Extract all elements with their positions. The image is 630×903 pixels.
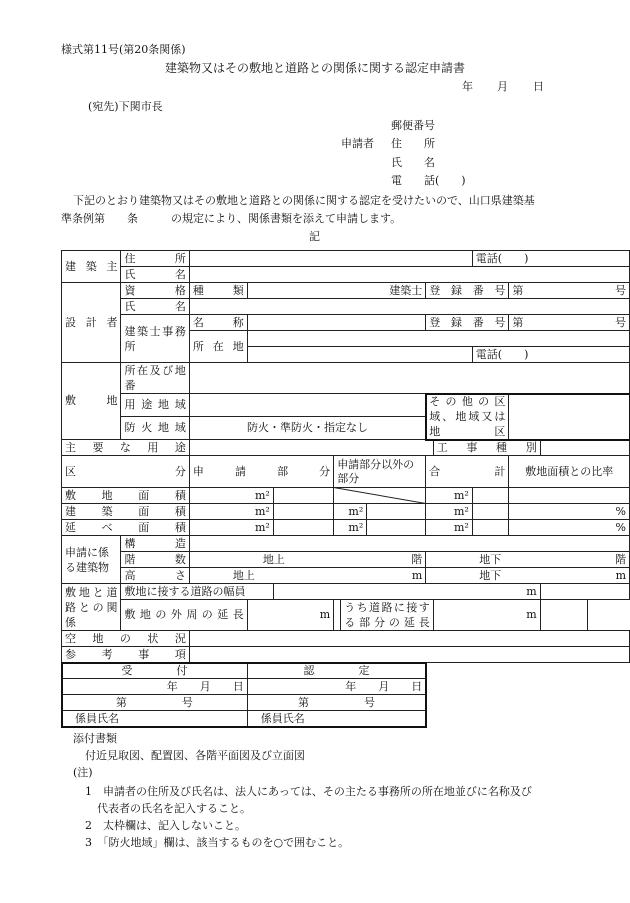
receipt-date[interactable]: 年 月 日 <box>62 679 248 695</box>
owner-name-label: 氏 名 <box>121 267 189 283</box>
owner-phone-label: 電話( ) <box>475 251 529 265</box>
other-part-header: 申請部分以外の部分 <box>334 456 426 488</box>
site-area-ratio-empty <box>509 488 630 504</box>
floors-label: 階 数 <box>121 552 189 568</box>
road-width-label: 敷地に接する道路の幅員 <box>121 584 273 600</box>
fire-area-label: 防火地域 <box>121 417 189 440</box>
designer-regno-label: 登録番号 <box>426 283 509 299</box>
structure-field[interactable] <box>189 536 629 552</box>
road-width-field[interactable]: m <box>273 584 540 600</box>
other-area-label: その他の区域、地域又は地区 <box>426 394 509 440</box>
building-area-shinsei-dec[interactable] <box>273 504 333 520</box>
work-type-label: 工 事 種 別 <box>433 440 540 456</box>
applicant-address-label: 住 所 <box>391 137 435 150</box>
building-area-other-dec[interactable] <box>367 504 426 520</box>
office-box-blank <box>426 663 630 727</box>
notes-field[interactable] <box>189 647 629 663</box>
floors-above-label: 地上 <box>262 552 285 566</box>
office-location-label: 所 在 地 <box>189 331 247 363</box>
date-month: 月 <box>497 80 508 93</box>
office-regno-field[interactable] <box>509 315 630 331</box>
body-text-line1: 下記のとおり建築物又はその敷地と道路との関係に関する認定を受けたいので、山口県建築基 <box>73 194 535 207</box>
designer-type-label: 種 類 <box>189 283 247 299</box>
office-name-label: 名 称 <box>189 315 247 331</box>
floors-above[interactable] <box>189 552 425 568</box>
fire-area-options[interactable]: 防火・準防火・指定なし <box>189 417 425 440</box>
note-1b: 代表者の氏名を記入すること。 <box>97 802 251 815</box>
ratio-header: 敷地面積との比率 <box>509 456 630 488</box>
structure-label: 構 造 <box>121 536 189 552</box>
ki-heading: 記 <box>309 230 320 243</box>
owner-phone[interactable] <box>472 251 629 267</box>
contact-length-field[interactable]: m <box>433 600 540 631</box>
other-area-field[interactable] <box>509 394 630 440</box>
building-area-shinsei[interactable]: m² <box>189 504 273 520</box>
height-below[interactable] <box>426 568 630 584</box>
building-area-ratio[interactable]: % <box>509 504 630 520</box>
floors-above-unit: 階 <box>411 552 423 566</box>
body-text-line2: 準条例第 条 の規定により、関係書類を添えて申請します。 <box>61 212 402 225</box>
site-location-field[interactable] <box>189 363 629 394</box>
form-number: 様式第11号(第20条関係) <box>61 43 186 56</box>
building-label: 申請に係る建築物 <box>62 536 121 584</box>
receipt-header: 受 付 <box>62 663 248 679</box>
floor-area-other-dec[interactable] <box>367 520 426 536</box>
floor-area-label: 延 べ 面 積 <box>62 520 190 536</box>
height-above-label: 地上 <box>232 568 255 582</box>
contact-length-dec[interactable] <box>540 600 588 631</box>
designer-name-field[interactable] <box>189 299 629 315</box>
approval-date[interactable]: 年 月 日 <box>247 679 426 695</box>
document-title: 建築物又はその敷地と道路との関係に関する認定申請書 <box>165 61 466 75</box>
owner-label: 建築主 <box>62 251 121 283</box>
open-space-field[interactable] <box>189 631 629 647</box>
approval-staff-label: 係員氏名 <box>260 711 305 725</box>
building-area-label: 建 築 面 積 <box>62 504 190 520</box>
shinsei-header: 申 請 部 分 <box>189 456 333 488</box>
note-2: 2 太枠欄は、記入しないこと。 <box>85 819 246 832</box>
height-above[interactable] <box>189 568 425 584</box>
notes-title: (注) <box>73 766 93 779</box>
building-area-total[interactable]: m² <box>426 504 473 520</box>
total-header: 合 計 <box>426 456 509 488</box>
perimeter-field[interactable]: m <box>247 600 333 631</box>
site-label: 敷 地 <box>62 363 121 440</box>
office-phone-label: 電話( ) <box>475 347 529 361</box>
floor-area-other[interactable]: m² <box>334 520 367 536</box>
main-use-label: 主 要 な 用 途 <box>62 440 190 456</box>
applicant-label: 申請者 <box>341 137 374 150</box>
approval-number[interactable]: 第 号 <box>247 695 426 711</box>
height-above-unit: m <box>411 568 423 582</box>
open-space-label: 空 地 の 状 況 <box>62 631 190 647</box>
attachments-title: 添付書類 <box>73 732 117 745</box>
road-relation-label: 敷地と道路との関係 <box>62 584 121 631</box>
designer-kenchikushi[interactable]: 建築士 <box>247 283 426 299</box>
site-area-label: 敷 地 面 積 <box>62 488 190 504</box>
main-use-field[interactable] <box>189 440 433 456</box>
designer-label: 設計者 <box>62 283 121 363</box>
work-type-field[interactable] <box>540 440 629 456</box>
building-area-other[interactable]: m² <box>334 504 367 520</box>
addressee: (宛先)下関市長 <box>88 100 163 113</box>
youto-field[interactable] <box>189 394 425 417</box>
youto-label: 用途地域 <box>121 394 189 417</box>
building-area-total-dec[interactable] <box>472 504 509 520</box>
road-width-dec[interactable] <box>540 584 629 600</box>
office-go: 号 <box>615 315 626 329</box>
owner-name-field[interactable] <box>189 267 629 283</box>
office-name-field[interactable] <box>247 315 426 331</box>
receipt-staff[interactable] <box>62 711 248 727</box>
site-area-total-dec[interactable] <box>472 488 509 504</box>
height-below-label: 地下 <box>479 568 502 582</box>
designer-office-label: 建築士事務所 <box>121 315 189 363</box>
floor-area-shinsei-dec[interactable] <box>273 520 333 536</box>
height-below-unit: m <box>615 568 626 582</box>
attachments-list: 付近見取図、配置図、各階平面図及び立面図 <box>85 749 305 762</box>
designer-go: 号 <box>615 283 626 297</box>
approval-header: 認 定 <box>247 663 426 679</box>
perimeter-dec[interactable] <box>334 600 341 631</box>
owner-address-field[interactable] <box>189 251 472 267</box>
floor-area-ratio[interactable]: % <box>509 520 630 536</box>
postal-label: 郵便番号 <box>391 119 435 132</box>
office-regno-label: 登録番号 <box>426 315 509 331</box>
kubun-header: 区 分 <box>62 456 190 488</box>
note-3: 3 「防火地域」欄は、該当するものを○で囲むこと。 <box>85 836 350 849</box>
designer-dai: 第 <box>512 283 524 297</box>
site-area-shinsei-dec[interactable] <box>273 488 333 504</box>
designer-regno-field[interactable] <box>509 283 630 299</box>
receipt-staff-label: 係員氏名 <box>75 711 119 725</box>
floors-below[interactable] <box>426 552 630 568</box>
perimeter-label: 敷地の外周の延長 <box>121 600 247 631</box>
designer-qualification-label: 資 格 <box>121 283 189 299</box>
site-area-other-empty <box>334 488 426 504</box>
floors-below-label: 地下 <box>479 552 502 566</box>
note-1a: 1 申請者の住所及び氏名は、法人にあっては、その主たる事務所の所在地並びに名称及び <box>85 785 532 798</box>
receipt-number[interactable]: 第 号 <box>62 695 248 711</box>
notes-label: 参 考 事 項 <box>62 647 190 663</box>
floors-below-unit: 階 <box>615 552 626 566</box>
application-table <box>61 250 630 727</box>
height-label: 高 さ <box>121 568 189 584</box>
floor-area-total-dec[interactable] <box>472 520 509 536</box>
floor-area-shinsei[interactable]: m² <box>189 520 273 536</box>
applicant-name-label: 氏 名 <box>391 156 435 169</box>
office-phone[interactable] <box>472 347 629 363</box>
site-area-total[interactable]: m² <box>426 488 473 504</box>
owner-address-label: 住 所 <box>121 251 189 267</box>
applicant-phone-label: 電 話( ) <box>391 174 466 187</box>
contact-length-label: うち道路に接する部分の延長 <box>341 600 434 631</box>
date-year: 年 <box>462 80 473 93</box>
designer-name-label: 氏 名 <box>121 299 189 315</box>
site-location-label: 所在及び地番 <box>121 363 189 394</box>
floor-area-total[interactable]: m² <box>426 520 473 536</box>
date-day: 日 <box>533 80 544 93</box>
approval-staff[interactable] <box>247 711 426 727</box>
office-location-field[interactable] <box>247 331 629 347</box>
office-dai: 第 <box>512 315 524 329</box>
site-area-shinsei[interactable]: m² <box>189 488 273 504</box>
